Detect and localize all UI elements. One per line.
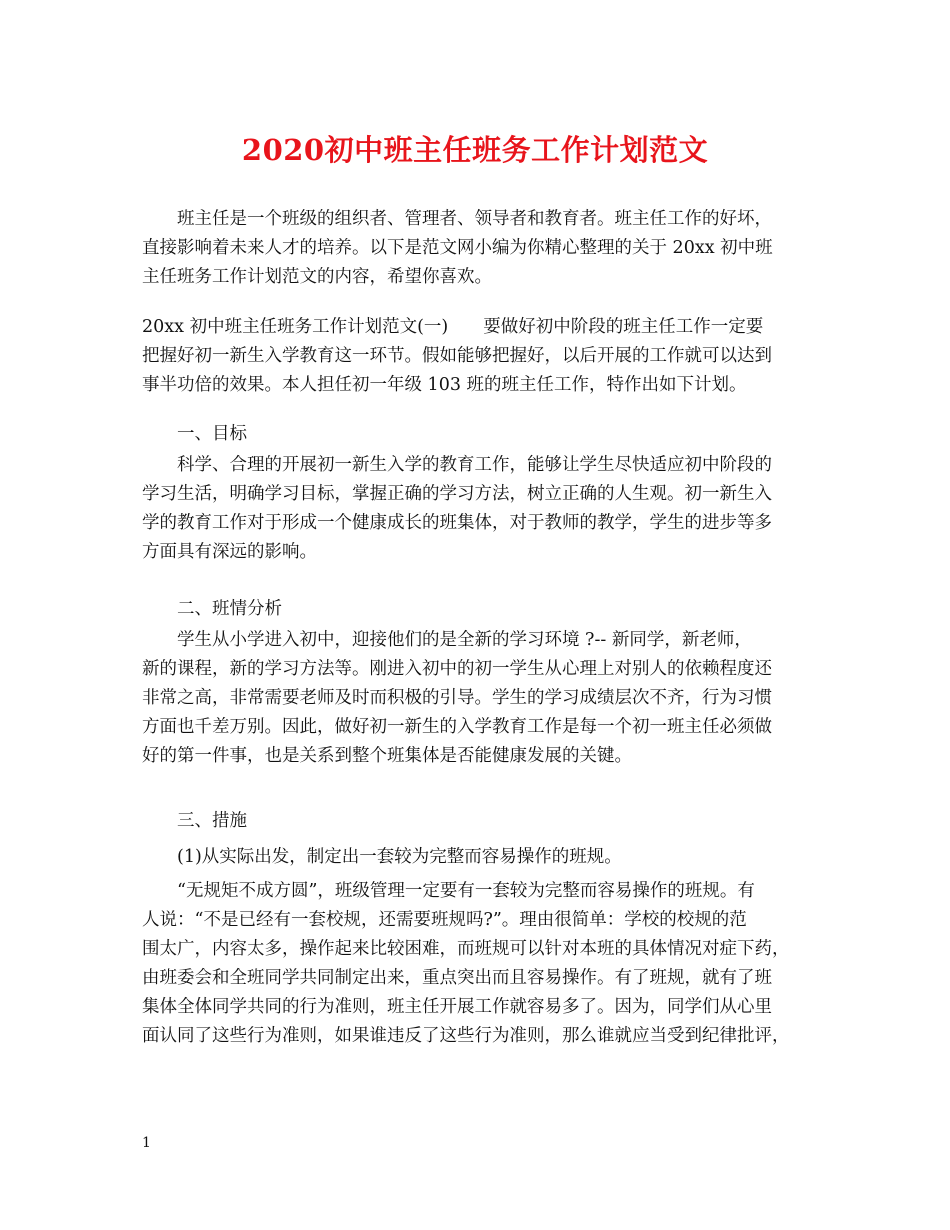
text-line: (1)从实际出发，制定出一套较为完整而容易操作的班规。 [177, 847, 622, 867]
text-line: 主任班务工作计划范文的内容，希望你喜欢。 [142, 267, 492, 287]
text-line: 学生从小学进入初中，迎接他们的是全新的学习环境 ?-- 新同学，新老师， [177, 630, 752, 650]
text-line: 直接影响着未来人才的培养。以下是范文网小编为你精心整理的关于 20xx 初中班 [142, 238, 773, 258]
first-section-paragraph [142, 313, 822, 400]
text-line: 由班委会和全班同学共同制定出来，重点突出而且容易操作。有了班规，就有了班 [142, 968, 772, 988]
text-line: 围太广，内容太多，操作起来比较困难，而班规可以针对本班的具体情况对症下药， [142, 939, 790, 959]
document-title: 2020初中班主任班务工作计划范文 [241, 133, 709, 167]
text-line: 人说：“不是已经有一套校规，还需要班规吗?”。理由很简单：学校的校规的范 [142, 910, 747, 930]
heading-line: 一、目标 [177, 424, 247, 444]
goal-paragraph [142, 451, 822, 567]
text-line: 面认同了这些行为准则，如果谁违反了这些行为准则，那么谁就应当受到纪律批评， [142, 1026, 790, 1046]
section-heading-measures [142, 807, 822, 836]
text-line: “无规矩不成方圆”，班级管理一定要有一套较为完整而容易操作的班规。有 [177, 881, 755, 901]
text-line: 班主任是一个班级的组织者、管理者、领导者和教育者。班主任工作的好坏， [177, 209, 772, 229]
text-line: 把握好初一新生入学教育这一环节。假如能够把握好，以后开展的工作就可以达到 [142, 346, 772, 366]
heading-line: 三、措施 [177, 811, 247, 831]
text-line: 新的课程，新的学习方法等。刚进入初中的初一学生从心理上对别人的依赖程度还 [142, 659, 772, 679]
text-line: 方面也千差万别。因此，做好初一新生的入学教育工作是每一个初一班主任必须做 [142, 717, 772, 737]
heading-line: 二、班情分析 [177, 599, 282, 619]
text-line: 事半功倍的效果。本人担任初一年级 103 班的班主任工作，特作出如下计划。 [142, 375, 747, 395]
section-heading-analysis [142, 595, 822, 624]
section-heading-goal [142, 420, 822, 449]
text-line: 方面具有深远的影响。 [142, 542, 317, 562]
text-line: 学的教育工作对于形成一个健康成长的班集体，对于教师的教学，学生的进步等多 [142, 513, 772, 533]
text-line: 20xx 初中班主任班务工作计划范文(一) 要做好初中阶段的班主任工作一定要 [142, 317, 764, 337]
text-line: 非常之高，非常需要老师及时而积极的引导。学生的学习成绩层次不齐，行为习惯 [142, 688, 772, 708]
intro-paragraph [142, 205, 822, 292]
text-line: 科学、合理的开展初一新生入学的教育工作，能够让学生尽快适应初中阶段的 [177, 455, 772, 475]
rules-paragraph [142, 877, 822, 1051]
page-number: 1 [142, 1135, 151, 1151]
text-line: 学习生活，明确学习目标，掌握正确的学习方法，树立正确的人生观。初一新生入 [142, 484, 772, 504]
analysis-paragraph [142, 626, 822, 771]
text-line: 集体全体同学共同的行为准则，班主任开展工作就容易多了。因为，同学们从心里 [142, 997, 772, 1017]
text-line: 好的第一件事，也是关系到整个班集体是否能健康发展的关键。 [142, 746, 632, 766]
measure-one-paragraph [142, 843, 822, 872]
